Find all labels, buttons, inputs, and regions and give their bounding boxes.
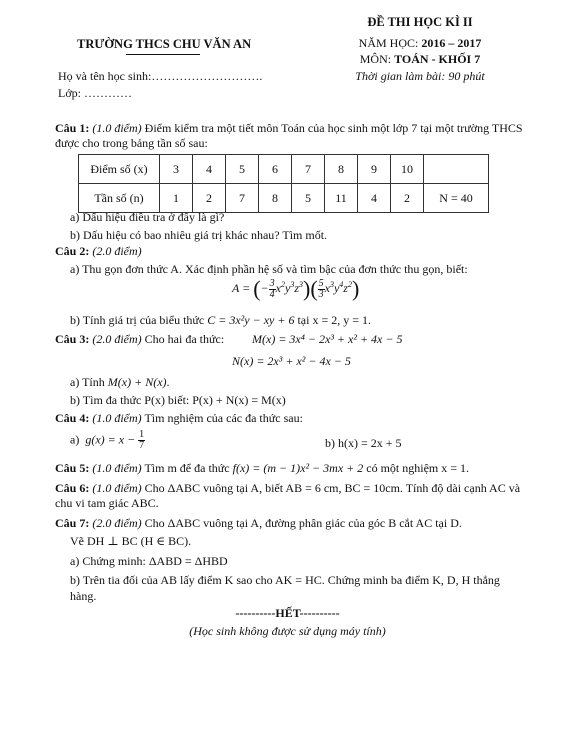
school-underline	[126, 54, 200, 55]
polynomial-M: M(x) = 3x⁴ − 2x³ + x² + 4x − 5	[252, 332, 403, 346]
q7-part-a: a) Chứng minh: ΔABD = ΔHBD	[70, 554, 228, 568]
polynomial-N: N(x) = 2x³ + x² − 4x − 5	[232, 354, 351, 368]
table-cell: 10	[391, 155, 424, 184]
table-cell: 1	[160, 184, 193, 213]
question-1: Câu 1: (1.0 điểm) Điểm kiểm tra một tiết môn Toán của học sinh một lớp 7 tại một trường THCS được cho trong bảng tần số sau:	[55, 121, 523, 150]
student-name-line: Họ và tên học sinh:……………………….	[58, 69, 263, 83]
table-cell: 7	[226, 184, 259, 213]
table-cell: 5	[292, 184, 325, 213]
q7-part-b: b) Trên tia đối của AB lấy điểm K sao cho AK = HC. Chứng minh ba điểm K, D, H thẳng hàng.	[70, 573, 500, 603]
table-cell: 6	[259, 155, 292, 184]
class-line: Lớp: …………	[58, 86, 133, 100]
monomial-A: A = (− $\frac{3}{4}$ $x^2y^3z^3$)( $\frac{5}{3}$ $x^3y^4z^2$)	[232, 276, 360, 301]
q3-part-b: b) Tìm đa thức P(x) biết: P(x) + N(x) = M(x)	[70, 393, 286, 407]
school-name: TRƯỜNG THCS CHU VĂN AN	[77, 37, 252, 51]
q4-part-b: b) h(x) = 2x + 5	[325, 436, 402, 450]
table-header-frequency: Tần số (n)	[79, 184, 160, 213]
table-cell: 2	[193, 184, 226, 213]
q7-line-2: Vẽ DH ⊥ BC (H ∈ BC).	[70, 534, 192, 548]
q3-part-a: a) Tính M(x) + N(x).	[70, 375, 170, 389]
table-cell: 2	[391, 184, 424, 213]
question-7: Câu 7: (2.0 điểm) Cho ΔABC vuông tại A, đường phân giác của góc B cắt AC tại D.	[55, 516, 462, 530]
q2-part-a: a) Thu gọn đơn thức A. Xác định phần hệ số và tìm bậc của đơn thức thu gọn, biết:	[70, 262, 468, 276]
table-row-scores	[79, 155, 489, 184]
question-3: Câu 3: (2.0 điểm) Cho hai đa thức:	[55, 332, 225, 346]
q1-part-b: b) Dấu hiệu có bao nhiêu giá trị khác nhau? Tìm mốt.	[70, 228, 328, 242]
question-6: Câu 6: (1.0 điểm) Cho ΔABC vuông tại A, biết AB = 6 cm, BC = 10cm. Tính độ dài cạnh AC và chu vi tam giác ABC.	[55, 481, 521, 510]
table-cell: 4	[193, 155, 226, 184]
table-row-frequencies	[79, 184, 489, 213]
question-2: Câu 2: (2.0 điểm)	[55, 244, 142, 258]
question-5: Câu 5: (1.0 điểm) Tìm m để đa thức f(x) = (m − 1)x² − 3mx + 2 có một nghiệm x = 1.	[55, 461, 470, 475]
table-cell: 7	[292, 155, 325, 184]
exam-time: Thời gian làm bài: 90 phút	[355, 69, 485, 83]
table-cell: 5	[226, 155, 259, 184]
end-marker: ----------HẾT----------	[235, 606, 340, 620]
table-cell: 3	[160, 155, 193, 184]
school-year: NĂM HỌC: 2016 – 2017	[358, 36, 482, 50]
subject: MÔN: TOÁN - KHỐI 7	[359, 52, 481, 66]
table-cell: 4	[358, 184, 391, 213]
question-4: Câu 4: (1.0 điểm) Tìm nghiệm của các đa thức sau:	[55, 411, 303, 425]
exam-title: ĐỀ THI HỌC KÌ II	[367, 15, 473, 29]
table-cell: 8	[259, 184, 292, 213]
q4-part-a: a) g(x) = x − $\frac{1}{7}$	[70, 429, 145, 451]
q2-part-b: b) Tính giá trị của biểu thức C = 3x²y − xy + 6 tại x = 2, y = 1.	[70, 313, 371, 327]
table-cell-empty	[424, 155, 489, 184]
calculator-note: (Học sinh không được sử dụng máy tính)	[189, 624, 386, 638]
frequency-table	[78, 154, 489, 213]
table-cell: 11	[325, 184, 358, 213]
table-header-score: Điểm số (x)	[79, 155, 160, 184]
table-cell: 9	[358, 155, 391, 184]
table-cell: 8	[325, 155, 358, 184]
table-cell-total: N = 40	[424, 184, 489, 213]
q1-part-a: a) Dấu hiệu điều tra ở đây là gì?	[70, 210, 225, 224]
